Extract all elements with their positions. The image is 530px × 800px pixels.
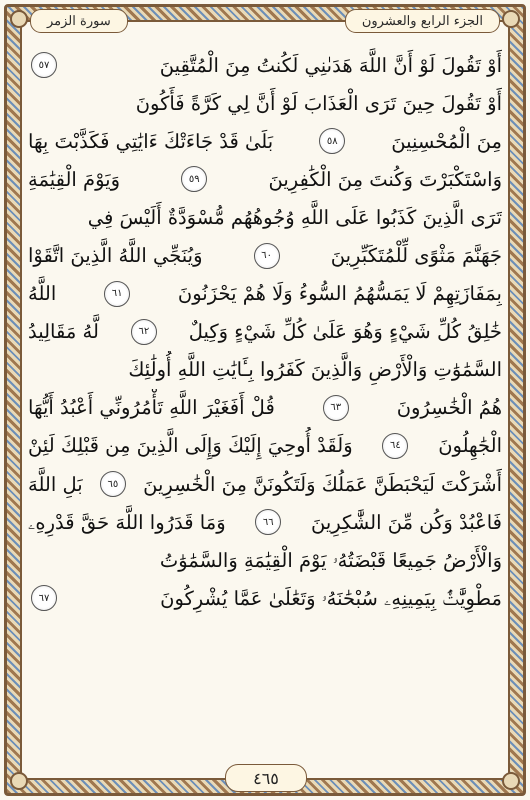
text-line xyxy=(28,122,502,160)
corner-ornament-icon xyxy=(502,772,520,790)
verse-text: بَلِ اللَّهَ xyxy=(28,472,83,496)
ayah-marker-icon: ٦٧ xyxy=(31,585,57,611)
verse-text: تَرَى الَّذِينَ كَذَبُوا عَلَى اللَّهِ وُجُوهُهُم مُّسْوَدَّةٌ أَلَيْسَ فِي xyxy=(87,205,502,229)
verse-text: وَيُنَجِّي اللَّهُ الَّذِينَ اتَّقَوْا xyxy=(28,244,203,268)
text-line xyxy=(28,541,502,579)
verse-text: السَّمَٰوَٰتِ وَالْأَرْضِ وَالَّذِينَ كَفَرُوا بِـَٔايَٰتِ اللَّهِ أُولَٰئِكَ xyxy=(128,358,502,382)
verse-text: بِمَفَازَتِهِمْ لَا يَمَسُّهُمُ السُّوءُ وَلَا هُمْ يَحْزَنُونَ xyxy=(177,282,502,306)
verse-text: بَلَىٰ قَدْ جَاءَتْكَ ءَايَٰتِي فَكَذَّبْتَ بِهَا xyxy=(28,129,274,153)
verse-text: وَلَقَدْ أُوحِيَ إِلَيْكَ وَإِلَى الَّذِينَ مِن قَبْلِكَ لَئِنْ xyxy=(28,434,353,458)
text-line xyxy=(28,198,502,236)
verse-text: وَاسْتَكْبَرْتَ وَكُنتَ مِنَ الْكَٰفِرِينَ xyxy=(268,167,502,191)
juz-title: الجزء الرابع والعشرون xyxy=(345,9,500,33)
ayah-marker-icon: ٥٧ xyxy=(31,52,57,78)
ayah-marker-icon: ٥٨ xyxy=(319,128,345,154)
verse-text: وَمَا قَدَرُوا اللَّهَ حَقَّ قَدْرِهِۦ xyxy=(28,510,226,534)
ayah-marker-icon: ٦١ xyxy=(104,281,130,307)
text-line xyxy=(28,160,502,198)
verse-text: أَشْرَكْتَ لَيَحْبَطَنَّ عَمَلُكَ وَلَتَكُونَنَّ مِنَ الْخَٰسِرِينَ xyxy=(143,472,502,496)
text-line xyxy=(28,275,502,313)
corner-ornament-icon xyxy=(10,772,28,790)
text-line xyxy=(28,84,502,122)
verse-text: قُلْ أَفَغَيْرَ اللَّهِ تَأْمُرُونِّي أَعْبُدُ أَيُّهَا xyxy=(28,396,275,420)
page-header xyxy=(20,8,510,34)
ayah-marker-icon: ٦٦ xyxy=(255,509,281,535)
text-line xyxy=(28,427,502,465)
verse-text: الْجَٰهِلُونَ xyxy=(438,434,502,458)
verse-text: أَوْ تَقُولَ حِينَ تَرَى الْعَذَابَ لَوْ أَنَّ لِي كَرَّةً فَأَكُونَ xyxy=(135,91,502,115)
text-line xyxy=(28,236,502,274)
verse-text: هُمُ الْخَٰسِرُونَ xyxy=(396,396,502,420)
text-line xyxy=(28,351,502,389)
ayah-marker-icon: ٦٤ xyxy=(382,433,408,459)
verse-text: لَّهُ مَقَالِيدُ xyxy=(28,320,99,344)
text-line xyxy=(28,579,502,617)
surah-title: سورة الزمر xyxy=(30,9,128,33)
text-line xyxy=(28,465,502,503)
verse-text: وَالْأَرْضُ جَمِيعًا قَبْضَتُهُۥ يَوْمَ الْقِيَٰمَةِ وَالسَّمَٰوَٰتُ xyxy=(159,548,502,572)
verse-text: اللَّهُ xyxy=(28,282,57,306)
verse-text: وَيَوْمَ الْقِيَٰمَةِ xyxy=(28,167,121,191)
verse-text: خَٰلِقُ كُلِّ شَيْءٍ وَهُوَ عَلَىٰ كُلِّ شَيْءٍ وَكِيلٌ xyxy=(188,320,502,344)
ayah-marker-icon: ٦٢ xyxy=(131,319,157,345)
verse-text: جَهَنَّمَ مَثْوًى لِّلْمُتَكَبِّرِينَ xyxy=(330,244,502,268)
ayah-marker-icon: ٦٣ xyxy=(323,395,349,421)
quran-text xyxy=(28,46,502,736)
text-line xyxy=(28,313,502,351)
ayah-marker-icon: ٥٩ xyxy=(181,166,207,192)
ayah-marker-icon: ٦٠ xyxy=(254,243,280,269)
text-line xyxy=(28,389,502,427)
verse-text: مَطْوِيَّٰتٌۢ بِيَمِينِهِۦ سُبْحَٰنَهُۥ وَتَعَٰلَىٰ عَمَّا يُشْرِكُونَ xyxy=(160,586,502,610)
page-number: ٤٦٥ xyxy=(225,764,307,792)
verse-text: مِنَ الْمُحْسِنِينَ xyxy=(391,129,502,153)
verse-text: فَاعْبُدْ وَكُن مِّنَ الشَّٰكِرِينَ xyxy=(310,510,502,534)
text-line xyxy=(28,503,502,541)
ayah-marker-icon: ٦٥ xyxy=(100,471,126,497)
verse-text: أَوْ تَقُولَ لَوْ أَنَّ اللَّهَ هَدَىٰنِي لَكُنتُ مِنَ الْمُتَّقِينَ xyxy=(159,53,502,77)
text-line xyxy=(28,46,502,84)
